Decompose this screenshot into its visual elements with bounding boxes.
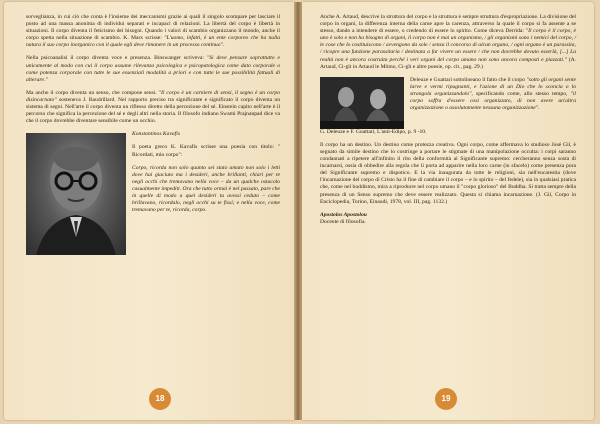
caption-intro: Il poeta greco K. Kavafis scrisse una poesia con titolo: " Ricordati, mio corpo":: [132, 144, 280, 158]
paragraph: Il corpo ha un destino. Un destino come protezza creativa. Ogni corpo, come affermava lo studioso José Gil, è segnato da simile destino che lo costringe a portare le stigmate di una manipolazione occulta: i corpi saranno condannati a ripetere all'infinito il rito della conformità al Significante supremo: cercheranno senza sosta di incarnarsi, ossia di obbedire alla regola che li porta ad apparire nella loro carne (in sfacelo) come presenza pura del Significante supremo e dispotico. E la via inaugurata da tutte le religioni, sia nell'eucarestia (dove l'incarnazione del corpo di Cristo ha il fine di cambiare il corpo – e lo spirito – del fedele), sia in qualsiasi pratica che, come nel buddismo, mira a riprodurre nel corpo umano il "corpo glorioso" del Buddha. Si tratta sempre della presenza di un Senso supremo che deve essere realizzato. Questa si chiama incarnazione. (J. Gil, Corpo in Enciclopedia, Torino, Einaudi, 1978, vol. III, pag. 1132.): [320, 141, 576, 205]
photo-caption-row: [26, 131, 280, 255]
deleuze-guattari-photo: [320, 77, 404, 129]
citation: G. Deleuze e F. Guattari, L'anti-Edipo, p. 9 -10.: [320, 128, 427, 135]
paragraph: Ma anche il corpo diventa un senso, che compone sensi. "Il corpo è un carniere di sensi, il segno è un corpo disincarnato" sosteneva J. Baudrillard. Nel rapporto preciso tra significante e significato il corpo diventa un sistema di segni. Nell'arte il corpo diventa un riflesso diretto della percezione del sé. Einstein capito nell'arte è il percorso che significa la percezione del sé e degli altri nella storia. Il filosofo indiano Swami Prajnanpad dice va che il corpo dovrebbe diventare sensibile come un occhio.: [26, 89, 280, 125]
book-gutter: [294, 2, 302, 420]
paragraph: Anche A. Artaud, descrive la struttura del corpo e la struttura è sempre struttura d'espropriazione. La divisione del corpo in organi, la differenza interna della carne apre la carenza, attraverso la quale il corpo si fa assente a se stesso, dando a intendere di essere, o credendo di essere lo spirito. Come diceva Derrida: "Il corpo è il corpo, è uno è solo e non ha bisogno di organi, il corpo non è mai un organismo, / gli organismi sono i nemici del corpo, / le cose che lo costituiscono / avvengono da sole / senza il concorso di alcun organo, / ogni organo è un parassita, / ricopre una funzione parassitaria / destinata a far vivere un essere / che non dovrebbe dovuto esserlà, [...] La realtà non è ancora costruita perché i veri organi del corpo umano non sono ancora composti e piazzati." (A. Artaud, Ci-gît in Artaud le Mômo, Ci-gît e altre poesie, op. cit., pag. 29.): [320, 14, 577, 70]
photo-text-row: [320, 77, 576, 129]
page-number-left: 18: [149, 388, 171, 410]
paragraph: Deleuze e Guattari sottolineano il fatto che il corpo "sotto gli organi sente larve e vermi ripugnanti, e l'azione di un Dio che lo sconcia o lo strangola organizzandolo", specificando come, allo stesso tempo, "il corpo soffra d'essere così organizzato, di non avere un'altra organizzazione o assolutamente nessuna organizzazione".: [410, 76, 576, 112]
paragraph: sorveglianza, in cui ciò che conta è l'insieme dei meccanismi grazie ai quali il singolo scompare per lasciare il posto ad una massa anonima di individui separati e incapaci di relazioni. La libertà del corpo è libertà in situazioni. Il corpo diventa il feticismo dei bisogni. Quando i valori di scambio organizzano il mondo, anche il corpo spetta nella situazione di scambio. K. Marx scrisse: "L'uomo, infatti, è un ente corporeo che ha nulla natura il suo corpo inorganico con il quale egli deve rimanere in un processo continuo".: [26, 14, 280, 49]
poem-text: Corpo, ricorda non solo quanto sei stato amato non solo i letti dove hai giaciuto ma i desideri, anche brillanti, chiari per te negli occhi che tremavano nella voce – da un qualche ostacolo casualmente impediti. Ora che tutto ormai è nel passato, pare che in quelle di modo a quei desideri tu avessi ceduto – come brillavano, ricordalo, negli occhi su te fissi; e nella voce, come tremavano per te, ricorda, corpo.: [132, 164, 280, 214]
right-page: [302, 2, 594, 420]
left-page: [4, 2, 294, 420]
page-number-right: 19: [435, 388, 457, 410]
author-title: Docente di filosofia.: [320, 218, 366, 225]
caption-name: Konstantinos Kavafis: [132, 131, 181, 138]
paragraph: Nella psicoanalisi il corpo diventa voce e presenza. Binswanger scriveva: "Si deve pensare soprattutto e unicamente al modo con cui il corpo assume rilevanza psicologica e psicopatologica come dato corporale o come potenza corporale con tutte le sue essenziali modalità a priori e con tutte le sue possibilità fattuali di alterare.": [26, 55, 280, 83]
author-name: Apostolos Apostolou: [320, 211, 367, 218]
left-page-content: [26, 14, 280, 255]
kavafis-portrait-photo: [26, 133, 126, 255]
right-page-content: [320, 14, 576, 232]
poem-caption: [132, 131, 280, 255]
